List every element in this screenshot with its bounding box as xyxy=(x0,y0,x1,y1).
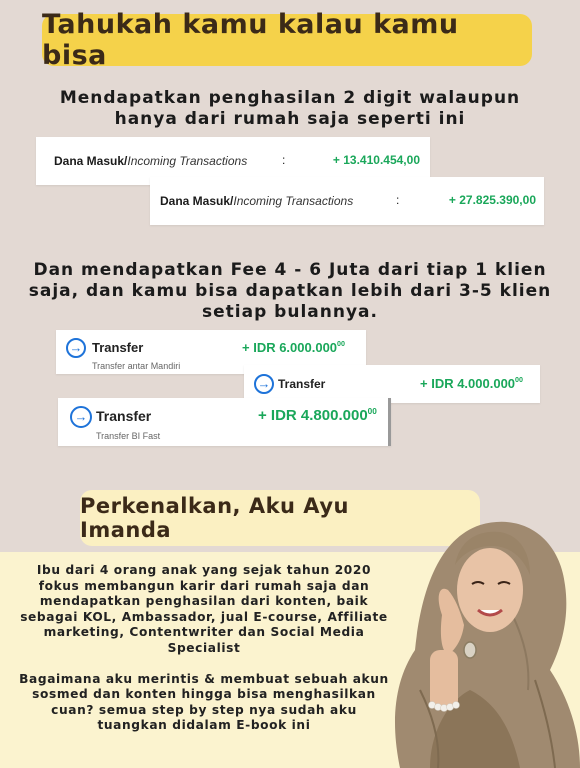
transfer-card xyxy=(58,398,391,446)
transfer-title: Transfer xyxy=(92,340,144,355)
transfer-subtitle: Transfer antar Mandiri xyxy=(92,361,181,371)
intro-text: Mendapatkan penghasilan 2 digit walaupun hanya dari rumah saja seperti ini xyxy=(59,88,521,129)
transaction-label: Dana Masuk/Incoming Transactions xyxy=(160,194,354,208)
transfer-amount: + IDR 4.000.000$^{00}$ xyxy=(420,376,523,391)
transfer-amount: + IDR 6.000.000$^{00}$ xyxy=(242,340,345,355)
transaction-amount: + 13.410.454,00 xyxy=(332,153,420,167)
arrow-right-circle-icon: → xyxy=(70,406,92,428)
intro-name-text: Perkenalkan, Aku Ayu Imanda xyxy=(80,494,349,542)
transfer-subtitle: Transfer BI Fast xyxy=(96,431,161,441)
bio-paragraph-1: Ibu dari 4 orang anak yang sejak tahun 2020 fokus membangun karir dari rumah saja dan mendapatkan penghasilan dari konten, baik sebagai KOL, Ambassador, jual E-course, Affiliate marketing, Contentwriter dan Social Media Specialist xyxy=(20,563,388,655)
portrait-photo xyxy=(360,490,580,768)
transaction-amount: + 27.825.390,00 xyxy=(448,193,536,207)
headline: Tahukah kamu kalau kamu bisa xyxy=(42,14,532,66)
incoming-transaction-card xyxy=(150,177,544,225)
transaction-label: Dana Masuk/Incoming Transactions xyxy=(54,154,248,168)
transfer-amount: + IDR 4.800.000$^{00}$ xyxy=(258,407,377,424)
fee-text: Dan mendapatkan Fee 4 - 6 Juta dari tiap 1 klien saja, dan kamu bisa dapatkan lebih dari 3-5 klien setiap bulannya. xyxy=(28,260,552,322)
bio-paragraph-2: Bagaimana aku merintis & membuat sebuah akun sosmed dan konten hingga bisa menghasilkan cuan? semua step by step nya sudah aku tuangkan didalam E-book ini xyxy=(19,671,389,733)
bio-text xyxy=(18,563,390,734)
separator-colon: : xyxy=(282,153,286,167)
transfer-title: Transfer xyxy=(278,377,326,391)
arrow-right-circle-icon: → xyxy=(254,374,274,394)
arrow-right-circle-icon: → xyxy=(66,338,86,358)
transfer-title: Transfer xyxy=(96,408,152,424)
separator-colon: : xyxy=(396,193,400,207)
